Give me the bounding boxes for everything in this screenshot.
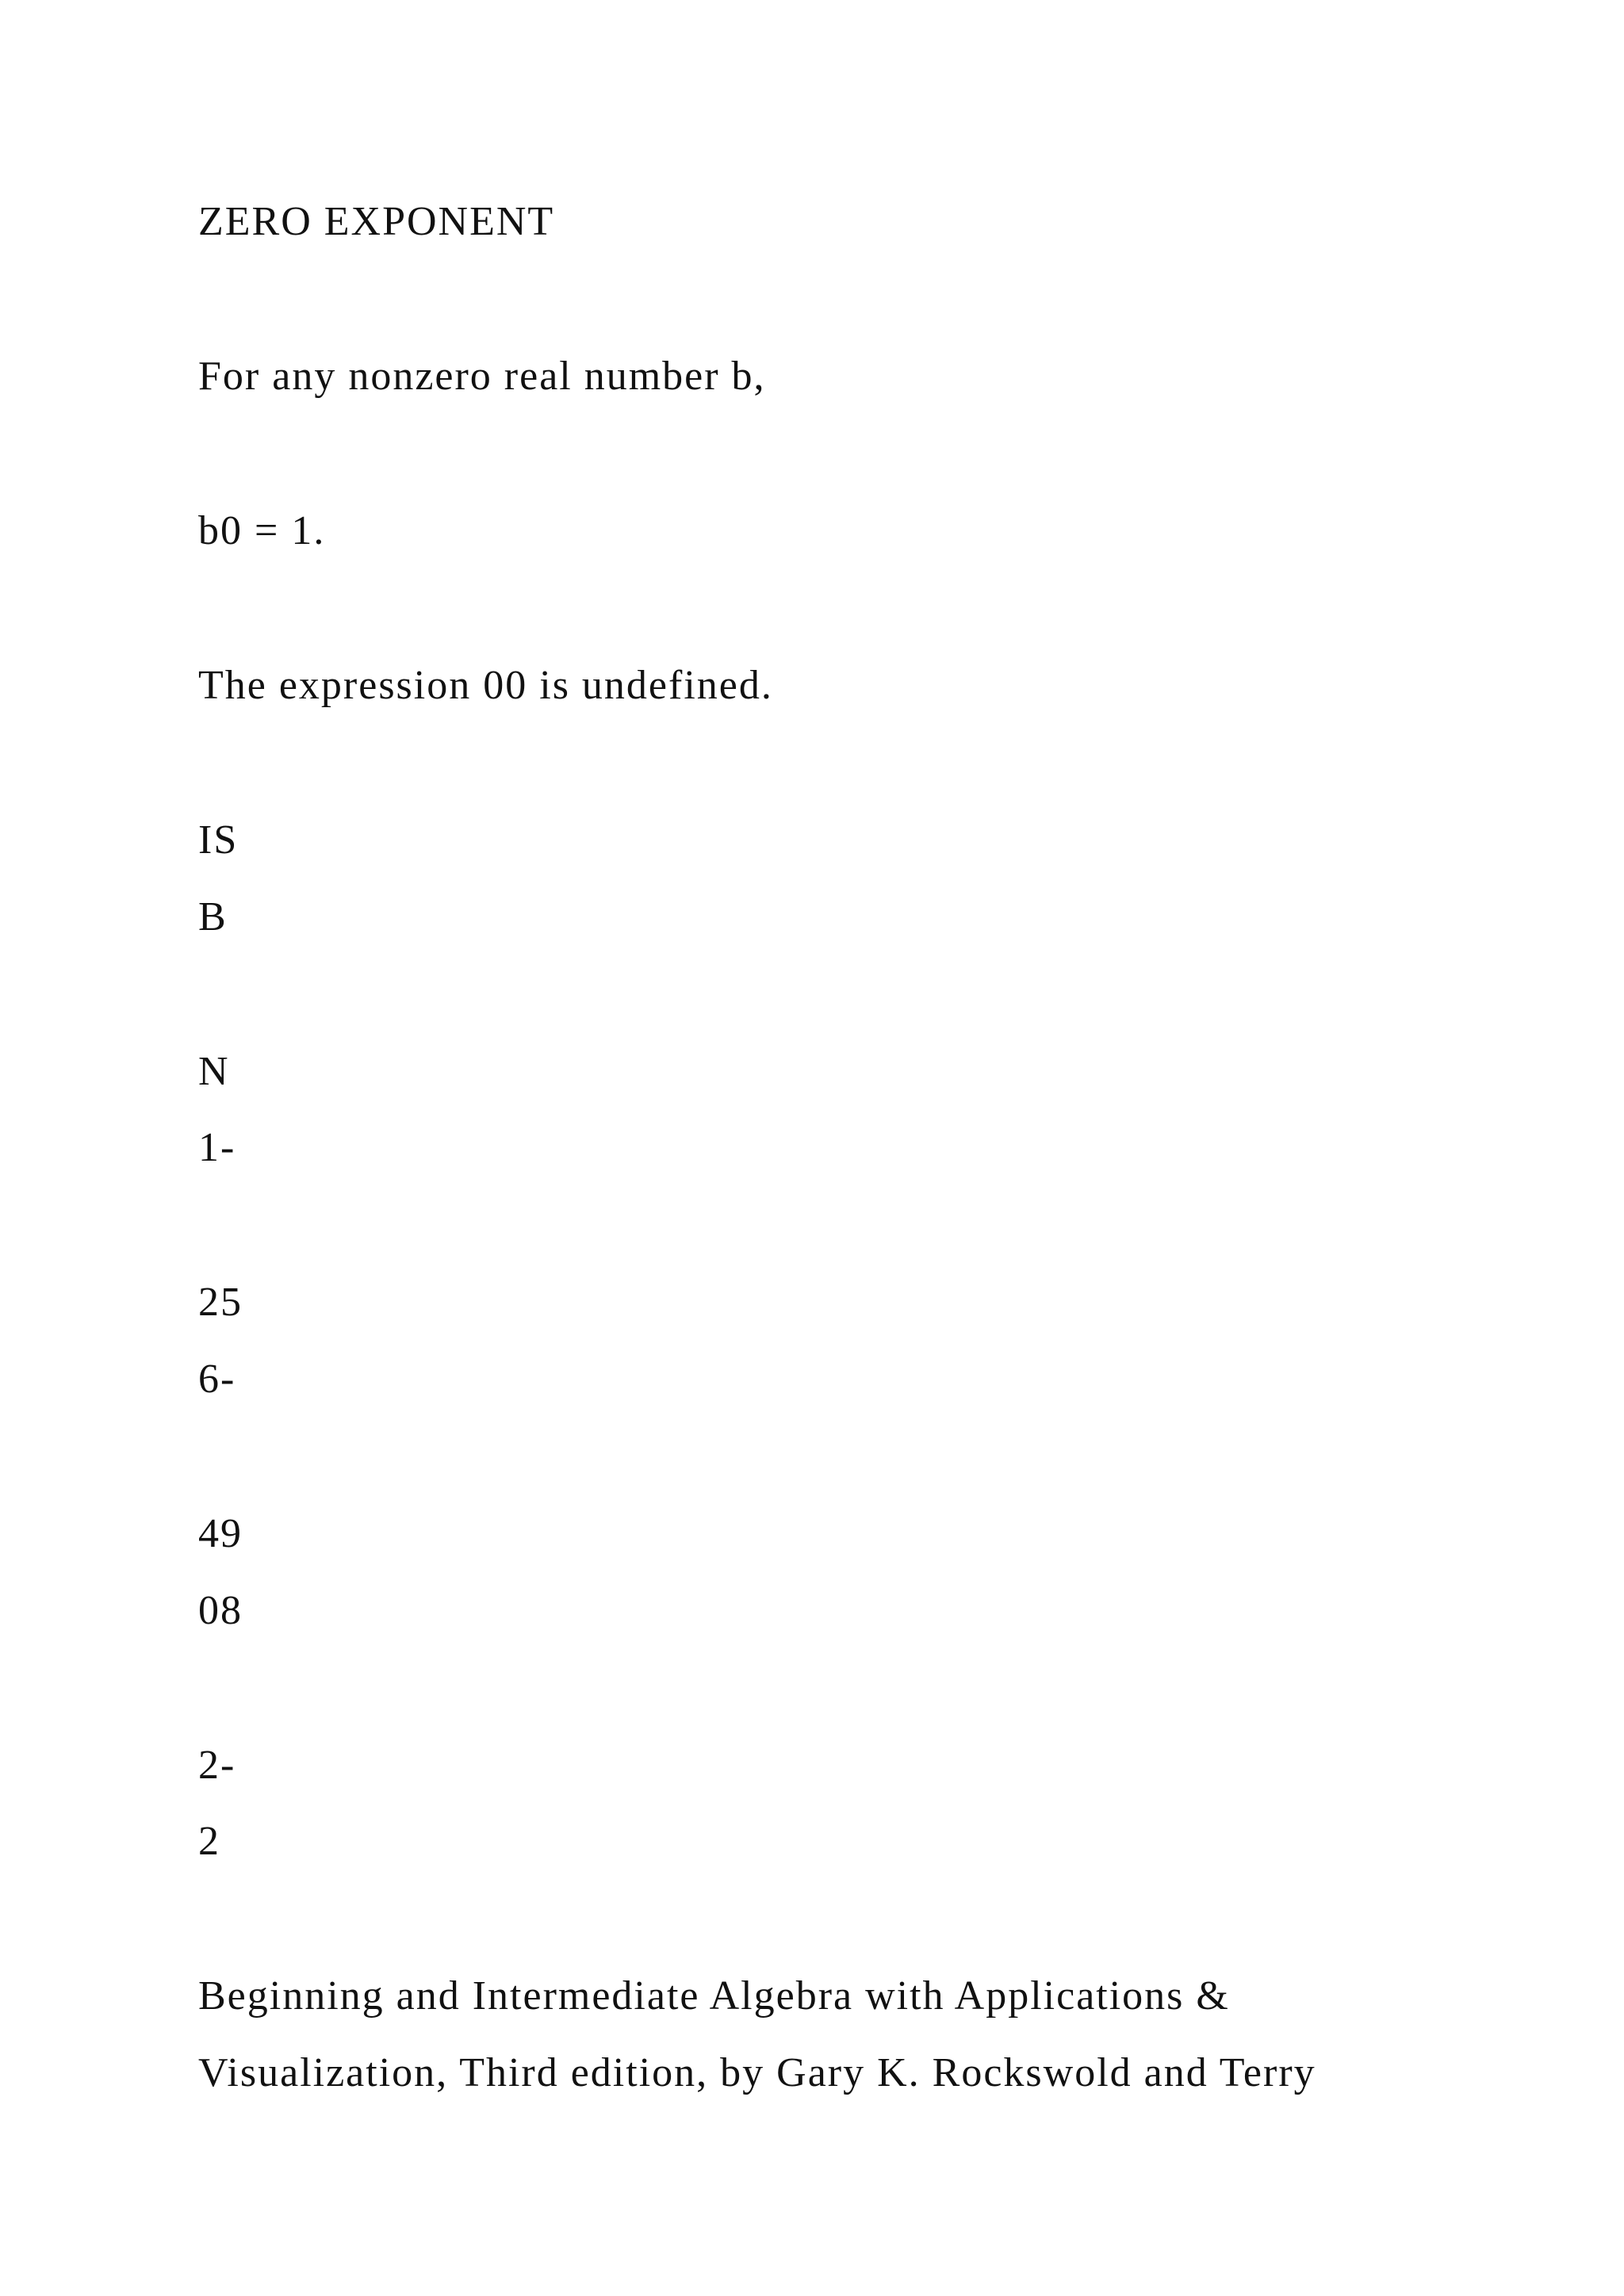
fragment-line: 1- bbox=[198, 1125, 236, 1170]
definition-intro: For any nonzero real number b, bbox=[198, 354, 766, 399]
fragment-line: 08 bbox=[198, 1588, 243, 1633]
fragment-line: 2- bbox=[198, 1743, 236, 1788]
fragment-line: 6- bbox=[198, 1357, 236, 1402]
fragment-line: 2 bbox=[198, 1819, 220, 1864]
heading-zero-exponent: ZERO EXPONENT bbox=[198, 199, 555, 244]
fragment-line: 49 bbox=[198, 1511, 243, 1556]
fragment-line: IS bbox=[198, 817, 239, 863]
citation-line: Visualization, Third edition, by Gary K. Rockswold and Terry bbox=[198, 2050, 1316, 2095]
citation-line: Beginning and Intermediate Algebra with Applications & bbox=[198, 1973, 1230, 2019]
zero-exponent-rule: b0 = 1. bbox=[198, 508, 326, 553]
fragment-line: B bbox=[198, 894, 228, 939]
fragment-line: N bbox=[198, 1049, 230, 1094]
fragment-line: 25 bbox=[198, 1280, 243, 1325]
undefined-note: The expression 00 is undefined. bbox=[198, 663, 773, 708]
